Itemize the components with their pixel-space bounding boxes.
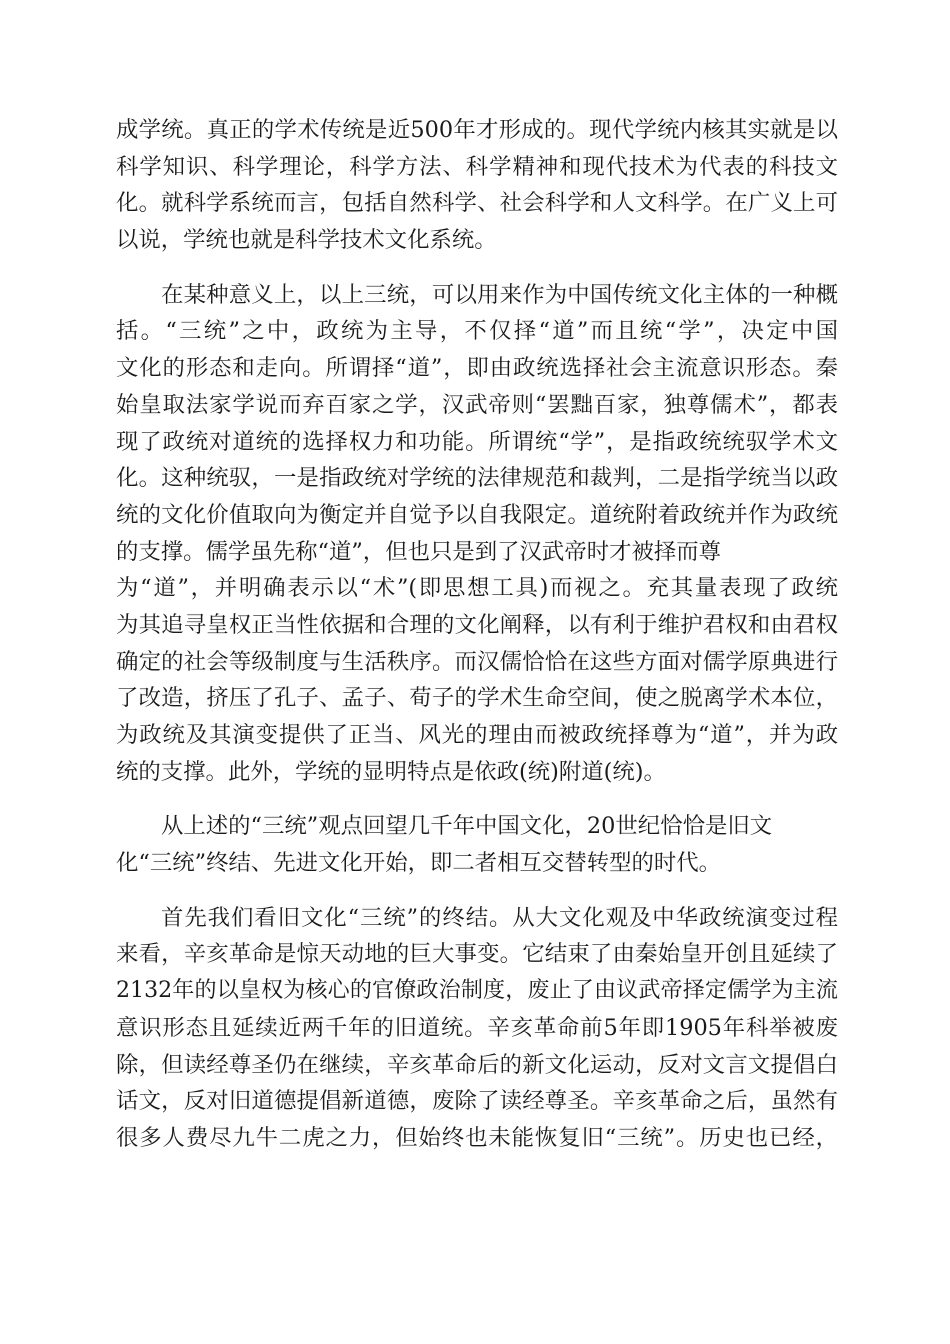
text-line: 为政统及其演变提供了正当、风光的理由而被政统择尊为“道”，并为政 <box>116 722 838 748</box>
text-line: 化。这种统驭，一是指政统对学统的法律规范和裁判，二是指学统当以政 <box>116 465 838 492</box>
text-line: 以说，学统也就是科学技术文化系统。 <box>116 227 497 254</box>
paragraph-1 <box>116 112 838 259</box>
text-line: 首先我们看旧文化“三统”的终结。从大文化观及中华政统演变过程 <box>161 904 838 931</box>
text-line: 统的文化价值取向为衡定并自觉予以自我限定。道统附着政统并作为政统 <box>116 501 838 528</box>
text-line: 化“三统”终结、先进文化开始，即二者相互交替转型的时代。 <box>116 850 722 877</box>
paragraph-3 <box>116 808 838 881</box>
text-line: 2132年的以皇权为核心的官僚政治制度，废止了由议武帝择定儒学为主流 <box>116 978 838 1004</box>
text-line: 除，但读经尊圣仍在继续，辛亥革命后的新文化运动，反对文言文提倡白 <box>116 1051 838 1078</box>
text-line: 为“道”，并明确表示以“术”(即思想工具)而视之。充其量表现了政统 <box>116 575 838 602</box>
text-line: 了改造，挤压了孔子、孟子、荀子的学术生命空间，使之脱离学术本位， <box>116 685 838 712</box>
text-line: 成学统。真正的学术传统是近500年才形成的。现代学统内核其实就是以 <box>116 117 838 143</box>
document-page <box>116 112 838 1157</box>
text-line: 化。就科学系统而言，包括自然科学、社会科学和人文科学。在广义上可 <box>116 190 838 217</box>
text-line: 始皇取法家学说而弃百家之学，汉武帝则“罢黜百家，独尊儒术”，都表 <box>116 391 838 418</box>
text-line: 话文，反对旧道德提倡新道德，废除了读经尊圣。辛亥革命之后，虽然有 <box>116 1088 838 1115</box>
paragraph-4 <box>116 900 838 1157</box>
paragraph-2 <box>116 277 838 791</box>
text-line: 意识形态且延续近两千年的旧道统。辛亥革命前5年即1905年科举被废 <box>116 1014 838 1041</box>
text-line: 括。“三统”之中，政统为主导，不仅择“道”而且统“学”，决定中国 <box>116 318 838 345</box>
text-line: 的支撑。儒学虽先称“道”，但也只是到了汉武帝时才被择而尊 <box>116 538 722 565</box>
text-line: 来看，辛亥革命是惊天动地的巨大事变。它结束了由秦始皇开创且延续了 <box>116 941 838 968</box>
text-line: 很多人费尽九牛二虎之力，但始终也未能恢复旧“三统”。历史也已经， <box>116 1124 838 1151</box>
text-line: 科学知识、科学理论，科学方法、科学精神和现代技术为代表的科技文 <box>116 153 838 180</box>
text-line: 从上述的“三统”观点回望几千年中国文化，20世纪恰恰是旧文 <box>161 813 773 840</box>
text-line: 在某种意义上，以上三统，可以用来作为中国传统文化主体的一种概 <box>161 281 838 308</box>
text-line: 确定的社会等级制度与生活秩序。而汉儒恰恰在这些方面对儒学原典进行 <box>116 648 838 675</box>
text-line: 为其追寻皇权正当性依据和合理的文化阐释，以有利于维护君权和由君权 <box>116 611 838 638</box>
text-line: 文化的形态和走向。所谓择“道”，即由政统选择社会主流意识形态。秦 <box>116 355 838 382</box>
text-line: 统的支撑。此外，学统的显明特点是依政(统)附道(统)。 <box>116 758 666 785</box>
text-line: 现了政统对道统的选择权力和功能。所谓统“学”，是指政统统驭学术文 <box>116 428 838 455</box>
